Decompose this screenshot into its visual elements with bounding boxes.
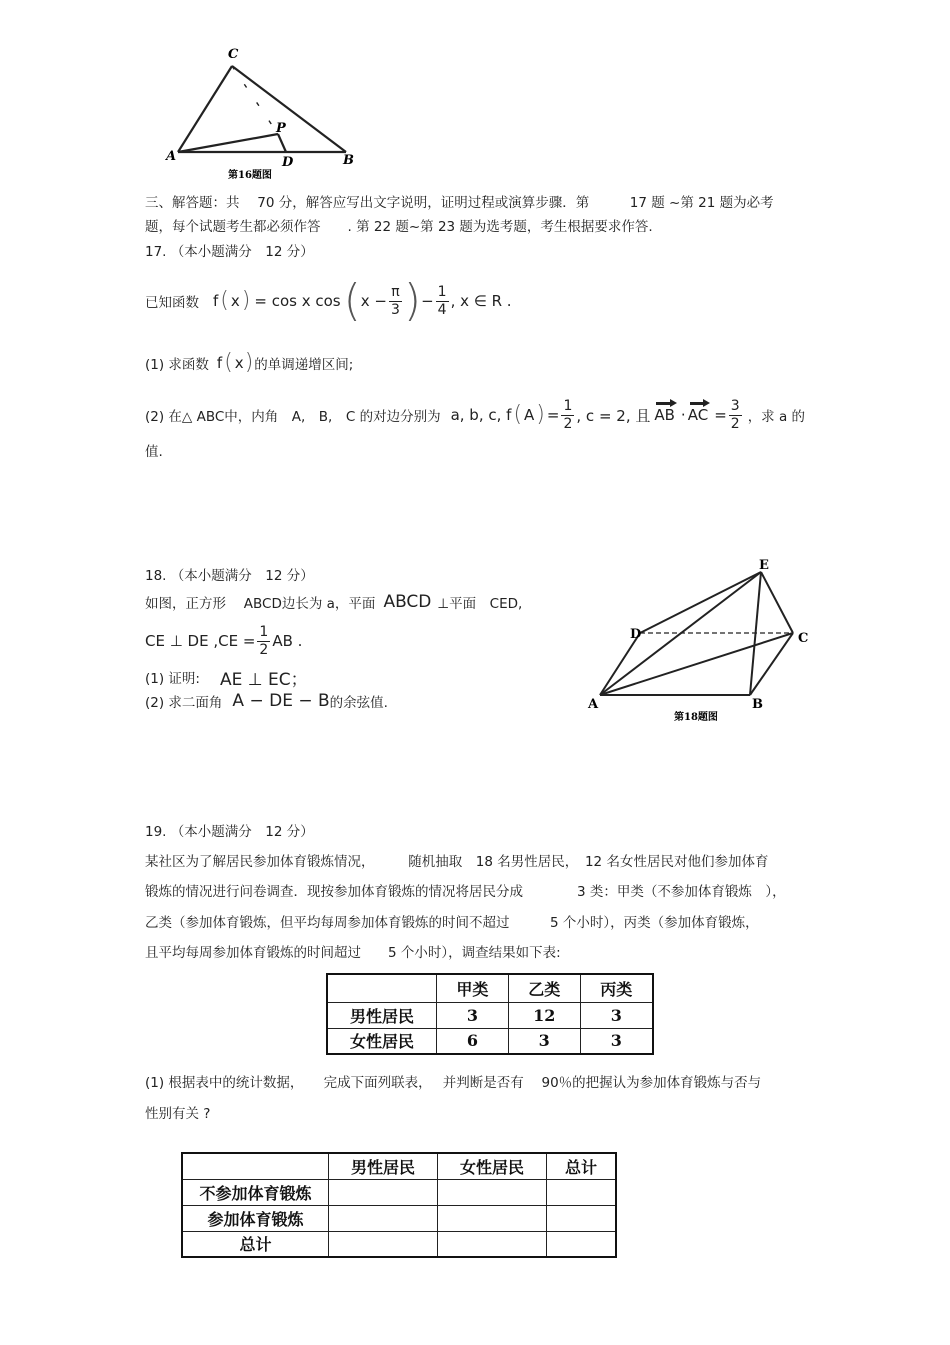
q17-part1-f: f — [216, 354, 223, 372]
fig18-label-a: A — [588, 697, 599, 712]
table-row — [182, 1179, 616, 1205]
table-cell: 3 — [508, 1028, 580, 1054]
q17-dot: · — [680, 406, 686, 424]
q17-tail: , x ∈ R . — [450, 292, 512, 310]
figure-16 — [160, 40, 370, 190]
q17-frac-1-2 — [561, 398, 574, 433]
q17-part2-eq2: = — [714, 406, 727, 424]
table-cell: 3 — [580, 1028, 653, 1054]
section3-line1: 三、解答题：共 70 分，解答应写出文字说明，证明过程或演算步骤．第 17 题 ~第 21 题为必考 — [145, 195, 774, 211]
q19-p1: 某社区为了解居民参加体育锻炼情况， 随机抽取 18 名男性居民， 12 名女性居民对他们参加体育 — [145, 854, 769, 870]
q17-x: x — [230, 292, 240, 310]
q17-func-eq: = cos x cos — [254, 292, 341, 310]
table-cell — [438, 1205, 547, 1231]
table-row-label: 女性居民 — [327, 1028, 437, 1054]
q17-part2-den2: 2 — [730, 415, 740, 432]
table-cell: 6 — [437, 1028, 509, 1054]
fig16-label-p: P — [276, 121, 286, 136]
q18-line1-c: ⊥平面 CED, — [437, 596, 523, 612]
table-cell — [438, 1179, 547, 1205]
q17-part2-vars: a, b, c, f — [450, 406, 512, 424]
q17-given-prefix: 已知函数 — [145, 295, 199, 311]
q19-p3: 乙类（参加体育锻炼，但平均每周参加体育锻炼的时间不超过 5 个小时），丙类（参加体育锻炼， — [145, 915, 759, 931]
table-header-cell: 甲类 — [437, 974, 509, 1002]
fig16-label-c: C — [228, 47, 239, 62]
q17-part1-suffix: 的单调递增区间; — [254, 357, 354, 373]
table-cell — [547, 1231, 617, 1257]
table-header-cell: 女性居民 — [438, 1153, 547, 1179]
q18-header: 18. （本小题满分 12 分） — [145, 568, 314, 584]
table-cell — [438, 1231, 547, 1257]
table-header-cell: 男性居民 — [329, 1153, 438, 1179]
q17-four: 4 — [437, 301, 447, 318]
fig16-caption: 第16题图 — [228, 170, 272, 181]
q18-part2-c: 的余弦值. — [329, 695, 388, 711]
q19-part1-l1: (1) 根据表中的统计数据， 完成下面列联表， 并判断是否有 90％的把握认为参加体育锻炼与否与 — [145, 1075, 762, 1091]
table-header-cell: 总计 — [547, 1153, 617, 1179]
table-cell: 3 — [437, 1002, 509, 1028]
q19-p2: 锻炼的情况进行问卷调查．现按参加体育锻炼的情况将居民分成 3 类：甲类（不参加体育锻炼 ）， — [145, 884, 786, 900]
survey-table — [326, 973, 654, 1055]
q17-frac-3-2 — [729, 398, 742, 433]
fig16-label-b: B — [343, 153, 354, 168]
q17-one: 1 — [437, 283, 447, 300]
table-cell — [329, 1205, 438, 1231]
fig18-caption: 第18题图 — [674, 712, 718, 723]
figure-18 — [580, 555, 830, 725]
table-cell — [327, 974, 437, 1002]
q17-frac-pi-3 — [389, 284, 402, 319]
q18-part1 — [145, 666, 308, 688]
q17-frac-1-4 — [436, 284, 449, 319]
table-row-label: 男性居民 — [327, 1002, 437, 1028]
vector-ac: AC — [687, 406, 709, 424]
table-header-cell: 乙类 — [508, 974, 580, 1002]
fig18-label-e: E — [759, 558, 769, 573]
q18-line1 — [145, 590, 522, 614]
table-row — [182, 1231, 616, 1257]
q17-part1-prefix: (1) 求函数 — [145, 357, 209, 373]
table-cell — [329, 1231, 438, 1257]
q17-part2-prefix: (2) 在△ ABC中，内角 A, B, C 的对边分别为 — [145, 409, 441, 425]
fig16-label-d: D — [282, 155, 294, 170]
section3-line2: 题，每个试题考生都必须作答 . 第 22 题~第 23 题为选考题，考生根据要求作答. — [145, 219, 653, 235]
table-row — [182, 1205, 616, 1231]
table-header-row — [182, 1153, 616, 1179]
q17-part1: (1) 求函数 f ( x ) 的单调递增区间; — [145, 350, 354, 375]
table-header-row — [327, 974, 653, 1002]
table-row-label: 总计 — [182, 1231, 329, 1257]
q17-part2-A: A — [524, 406, 535, 424]
q17-part1-x: x — [234, 354, 244, 372]
q17-part2-eq: = — [546, 406, 560, 424]
table-cell: 12 — [508, 1002, 580, 1028]
q17-header: 17. （本小题满分 12 分） — [145, 244, 314, 260]
q18-part2-a: (2) 求二面角 — [145, 695, 223, 711]
table-cell: 3 — [580, 1002, 653, 1028]
q17-f: f — [213, 292, 219, 310]
table-row-label: 参加体育锻炼 — [182, 1205, 329, 1231]
fig18-label-c: C — [798, 631, 809, 646]
contingency-table — [181, 1152, 617, 1258]
q17-part2-num2: 3 — [730, 397, 740, 414]
q18-part2-b: A − DE − B — [232, 691, 330, 711]
q17-part2-num1: 1 — [563, 397, 573, 414]
table-cell — [547, 1179, 617, 1205]
q17-minus: − — [421, 292, 434, 310]
q17-inner-x: x − — [360, 292, 387, 310]
table-header-cell: 丙类 — [580, 974, 653, 1002]
q19-header: 19. （本小题满分 12 分） — [145, 824, 314, 840]
table-cell — [329, 1179, 438, 1205]
fig18-label-b: B — [752, 697, 763, 712]
q17-part2-end: 值. — [145, 444, 163, 460]
q17-part2: (2) 在△ ABC中，内角 A, B, C 的对边分别为 a, b, c, f ( A ) = $\frac{1}{2}$ , c = 2, 且 AB · AC = $\frac{3}{2}$ ，求 a 的 — [145, 397, 806, 432]
vector-ab: AB — [654, 406, 675, 424]
table-cell — [182, 1153, 329, 1179]
table-cell — [547, 1205, 617, 1231]
q17-pi: π — [391, 283, 400, 300]
q18-frac-1-2 — [257, 624, 270, 659]
q17-part2-den1: 2 — [563, 415, 573, 432]
q17-part2-c: , c = 2, 且 — [576, 406, 651, 425]
q18-line2-b: AB . — [272, 632, 303, 650]
table-row — [327, 1028, 653, 1054]
q17-part2-tail: ，求 a 的 — [747, 409, 806, 425]
q18-part1-b: AE ⊥ EC； — [219, 669, 308, 690]
q18-part2 — [145, 690, 388, 712]
fig16-label-a: A — [166, 149, 177, 164]
q18-line2-a: CE ⊥ DE ,CE = — [145, 632, 256, 650]
q18-line1-a: 如图，正方形 ABCD边长为 a，平面 — [145, 596, 376, 612]
fig18-label-d: D — [630, 627, 642, 642]
q17-given: 已知函数 f ( x ) = cos x cos ( x − $\frac{\pi}{3}$ ) − $\frac{1}{4}$ , x ∈ R . — [145, 275, 512, 326]
table-row — [327, 1002, 653, 1028]
q18-line1-b: ABCD — [383, 592, 432, 612]
table-row-label: 不参加体育锻炼 — [182, 1179, 329, 1205]
q19-p4: 且平均每周参加体育锻炼的时间超过 5 个小时），调查结果如下表: — [145, 945, 561, 961]
q17-three: 3 — [390, 301, 400, 318]
q18-part1-a: (1) 证明: — [145, 671, 200, 687]
q18-line2 — [145, 620, 302, 662]
q18-line2-num: 1 — [259, 623, 269, 640]
q19-part1-l2: 性别有关 ? — [145, 1106, 211, 1122]
q18-line2-den: 2 — [259, 641, 269, 658]
